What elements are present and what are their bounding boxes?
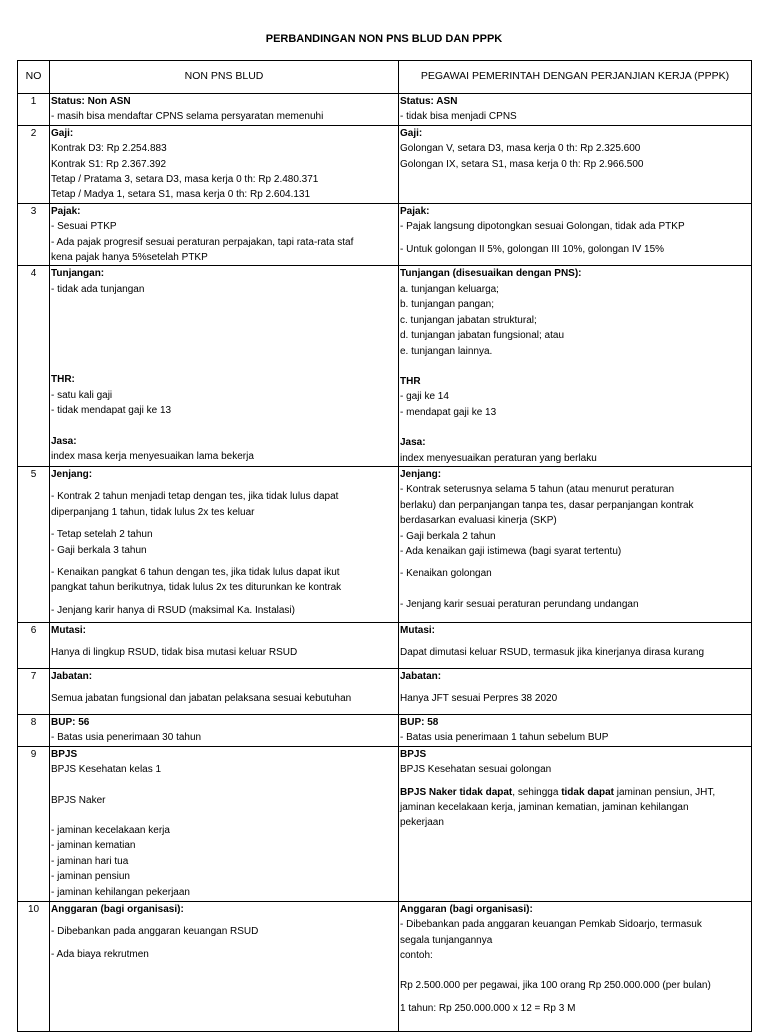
table-row	[18, 622, 752, 668]
cell-right	[399, 466, 752, 622]
cell-right	[399, 203, 752, 266]
cell-line: - Gaji berkala 2 tahun	[400, 530, 496, 542]
cell-line: BPJS	[51, 748, 78, 760]
row-number: 6	[18, 622, 50, 668]
cell-line: - satu kali gaji	[51, 389, 113, 401]
cell-line: c. tunjangan jabatan struktural;	[400, 314, 537, 326]
spacer	[51, 419, 397, 434]
cell-right	[399, 125, 752, 203]
row-number: 9	[18, 746, 50, 901]
cell-line: Semua jabatan fungsional dan jabatan pelaksana sesuai kebutuhan	[51, 693, 352, 705]
cell-line: - jaminan kehilangan pekerjaan	[51, 886, 190, 898]
cell-line: e. tunjangan lainnya.	[400, 345, 493, 357]
cell-line: berlaku) dan perpanjangan tanpa tes, dasar perpanjangan kontrak	[400, 499, 694, 511]
cell-left	[50, 203, 399, 266]
table-header-row	[18, 61, 752, 94]
cell-line: Dapat dimutasi keluar RSUD, termasuk jika kinerjanya dirasa kurang	[400, 647, 705, 659]
cell-line: a. tunjangan keluarga;	[400, 283, 499, 295]
row-number: 10	[18, 901, 50, 1031]
cell-line: Golongan V, setara D3, masa kerja 0 th: Rp 2.325.600	[400, 143, 641, 155]
table-row	[18, 466, 752, 622]
cell-line: BPJS Kesehatan sesuai golongan	[400, 764, 552, 776]
cell-line: - gaji ke 14	[400, 391, 449, 403]
cell-line: jaminan kecelakaan kerja, jaminan kematian, jaminan kehilangan	[400, 801, 689, 813]
cell-right	[399, 746, 752, 901]
cell-line: kena pajak hanya 5%setelah PTKP	[51, 252, 208, 264]
cell-right	[399, 622, 752, 668]
cell-line: - Ada pajak progresif sesuai peraturan perpajakan, tapi rata-rata staf	[51, 236, 354, 248]
spacer	[51, 808, 397, 823]
cell-line: Golongan IX, setara S1, masa kerja 0 th: Rp 2.966.500	[400, 158, 644, 170]
cell-line: - Sesuai PTKP	[51, 221, 117, 233]
cell-line: BPJS Naker	[51, 794, 106, 806]
cell-line: BUP: 58	[400, 716, 439, 728]
cell-line: Anggaran (bagi organisasi):	[400, 903, 533, 915]
cell-line: Jenjang:	[400, 468, 442, 480]
spacer	[51, 596, 397, 603]
row-number: 1	[18, 94, 50, 126]
cell-line	[400, 785, 750, 800]
table-row	[18, 746, 752, 901]
cell-line: d. tunjangan jabatan fungsional; atau	[400, 330, 565, 342]
header-non-pns-blud: NON PNS BLUD	[50, 61, 399, 94]
cell-line: Mutasi:	[400, 624, 435, 636]
row-number: 5	[18, 466, 50, 622]
cell-left	[50, 125, 399, 203]
spacer	[400, 963, 750, 978]
spacer	[400, 778, 750, 785]
cell-left	[50, 668, 399, 714]
cell-left	[50, 266, 399, 466]
cell-line: - Untuk golongan II 5%, golongan III 10%, golongan IV 15%	[400, 243, 665, 255]
cell-line: - jaminan kecelakaan kerja	[51, 824, 170, 836]
table-row	[18, 203, 752, 266]
comparison-table	[17, 60, 752, 1032]
cell-line: BUP: 56	[51, 716, 90, 728]
cell-line: - tidak mendapat gaji ke 13	[51, 405, 172, 417]
cell-line: - tidak bisa menjadi CPNS	[400, 111, 517, 123]
spacer	[400, 235, 750, 242]
cell-line: Jenjang:	[51, 468, 93, 480]
cell-line: Jasa:	[51, 435, 77, 447]
cell-line: - Gaji berkala 3 tahun	[51, 544, 147, 556]
cell-line: - tidak ada tunjangan	[51, 283, 145, 295]
cell-line: Pajak:	[400, 205, 430, 217]
cell-line: - Dibebankan pada anggaran keuangan Pemkab Sidoarjo, termasuk	[400, 919, 702, 931]
spacer	[51, 940, 397, 947]
cell-line: BPJS	[400, 748, 427, 760]
cell-line: Jabatan:	[51, 670, 93, 682]
cell-line: Hanya di lingkup RSUD, tidak bisa mutasi keluar RSUD	[51, 647, 298, 659]
header-no: NO	[18, 61, 50, 94]
spacer	[400, 559, 750, 566]
cell-line: Rp 2.500.000 per pegawai, jika 100 orang Rp 250.000.000 (per bulan)	[400, 980, 711, 992]
cell-line: contoh:	[400, 949, 433, 961]
cell-line: - Tetap setelah 2 tahun	[51, 529, 153, 541]
cell-right	[399, 266, 752, 466]
cell-line: - Kenaikan golongan	[400, 568, 492, 580]
table-row	[18, 94, 752, 126]
spacer	[51, 482, 397, 489]
cell-line: Gaji:	[51, 127, 74, 139]
cell-right	[399, 901, 752, 1031]
cell-right	[399, 668, 752, 714]
cell-line: Hanya JFT sesuai Perpres 38 2020	[400, 693, 558, 705]
cell-left	[50, 746, 399, 901]
spacer	[51, 558, 397, 565]
cell-line: - Jenjang karir sesuai peraturan perundang undangan	[400, 598, 639, 610]
cell-line: - jaminan kematian	[51, 840, 136, 852]
spacer	[51, 917, 397, 924]
cell-left	[50, 466, 399, 622]
cell-line: Tunjangan (disesuaikan dengan PNS):	[400, 268, 582, 280]
cell-line: Status: Non ASN	[51, 96, 131, 107]
spacer	[400, 684, 750, 691]
spacer	[51, 684, 397, 691]
cell-line: Kontrak S1: Rp 2.367.392	[51, 158, 167, 170]
cell-line: - jaminan pensiun	[51, 871, 130, 883]
spacer	[51, 342, 397, 357]
table-row	[18, 125, 752, 203]
text-fragment: , sehingga	[512, 786, 562, 798]
cell-line: index masa kerja menyesuaikan lama bekerja	[51, 450, 254, 462]
cell-line: - Kontrak seterusnya selama 5 tahun (atau menurut peraturan	[400, 484, 675, 496]
cell-line: - jaminan hari tua	[51, 855, 129, 867]
row-number: 7	[18, 668, 50, 714]
cell-line: Anggaran (bagi organisasi):	[51, 903, 184, 915]
cell-line: pangkat tahun berikutnya, tidak lulus 2x tes diturunkan ke kontrak	[51, 582, 342, 594]
cell-line: index menyesuaikan peraturan yang berlaku	[400, 452, 597, 464]
cell-line: berdasarkan evaluasi kinerja (SKP)	[400, 515, 557, 527]
cell-line: segala tunjangannya	[400, 934, 493, 946]
cell-line: pekerjaan	[400, 817, 444, 829]
table-row	[18, 714, 752, 746]
spacer	[400, 359, 750, 374]
spacer	[400, 638, 750, 645]
cell-line: Jabatan:	[400, 670, 442, 682]
cell-line: Pajak:	[51, 205, 81, 217]
cell-line: 1 tahun: Rp 250.000.000 x 12 = Rp 3 M	[400, 1002, 576, 1014]
spacer	[51, 327, 397, 342]
cell-line: Tetap / Madya 1, setara S1, masa kerja 0 th: Rp 2.604.131	[51, 189, 311, 201]
spacer	[51, 357, 397, 372]
cell-left	[50, 901, 399, 1031]
cell-line: Mutasi:	[51, 624, 86, 636]
cell-line: Tetap / Pratama 3, setara D3, masa kerja 0 th: Rp 2.480.371	[51, 174, 319, 186]
cell-line: Gaji:	[400, 127, 423, 139]
cell-left	[50, 714, 399, 746]
cell-line: - Dibebankan pada anggaran keuangan RSUD	[51, 926, 259, 938]
row-number: 8	[18, 714, 50, 746]
cell-line: THR:	[51, 374, 75, 386]
cell-line: - Batas usia penerimaan 30 tahun	[51, 732, 202, 744]
spacer	[51, 312, 397, 327]
table-row	[18, 901, 752, 1031]
cell-line: - Kenaikan pangkat 6 tahun dengan tes, jika tidak lulus dapat ikut	[51, 566, 340, 578]
text-fragment: jaminan pensiun, JHT,	[614, 786, 716, 798]
cell-left	[50, 94, 399, 126]
cell-line: b. tunjangan pangan;	[400, 299, 494, 311]
cell-right	[399, 94, 752, 126]
cell-line: BPJS Kesehatan kelas 1	[51, 764, 162, 776]
cell-line: diperpanjang 1 tahun, tidak lulus 2x tes keluar	[51, 506, 255, 518]
cell-line: THR	[400, 375, 421, 387]
row-number: 3	[18, 203, 50, 266]
spacer	[400, 582, 750, 597]
cell-line: - Ada biaya rekrutmen	[51, 948, 149, 960]
spacer	[51, 297, 397, 312]
spacer	[400, 994, 750, 1001]
cell-line: - Kontrak 2 tahun menjadi tetap dengan tes, jika tidak lulus dapat	[51, 491, 339, 503]
cell-line: - mendapat gaji ke 13	[400, 406, 497, 418]
row-number: 2	[18, 125, 50, 203]
spacer	[51, 778, 397, 793]
cell-line: - Pajak langsung dipotongkan sesuai Golongan, tidak ada PTKP	[400, 221, 685, 233]
cell-line: - Batas usia penerimaan 1 tahun sebelum BUP	[400, 732, 609, 744]
document-title: PERBANDINGAN NON PNS BLUD DAN PPPK	[265, 33, 503, 45]
table-row	[18, 668, 752, 714]
header-pppk: PEGAWAI PEMERINTAH DENGAN PERJANJIAN KERJA (PPPK)	[399, 61, 752, 94]
cell-line: - Jenjang karir hanya di RSUD (maksimal Ka. Instalasi)	[51, 604, 295, 616]
row-number: 4	[18, 266, 50, 466]
cell-line: Kontrak D3: Rp 2.254.883	[51, 143, 167, 155]
bold-fragment: BPJS Naker tidak dapat	[400, 786, 513, 798]
spacer	[400, 420, 750, 435]
cell-line: Status: ASN	[400, 96, 458, 107]
spacer	[51, 520, 397, 527]
spacer	[51, 638, 397, 645]
bold-fragment: tidak dapat	[561, 786, 614, 798]
cell-line: Tunjangan:	[51, 268, 105, 280]
cell-line: - masih bisa mendaftar CPNS selama persyaratan memenuhi	[51, 111, 324, 123]
cell-right	[399, 714, 752, 746]
cell-line: - Ada kenaikan gaji istimewa (bagi syarat tertentu)	[400, 545, 622, 557]
cell-left	[50, 622, 399, 668]
table-row	[18, 266, 752, 466]
cell-line: Jasa:	[400, 437, 426, 449]
